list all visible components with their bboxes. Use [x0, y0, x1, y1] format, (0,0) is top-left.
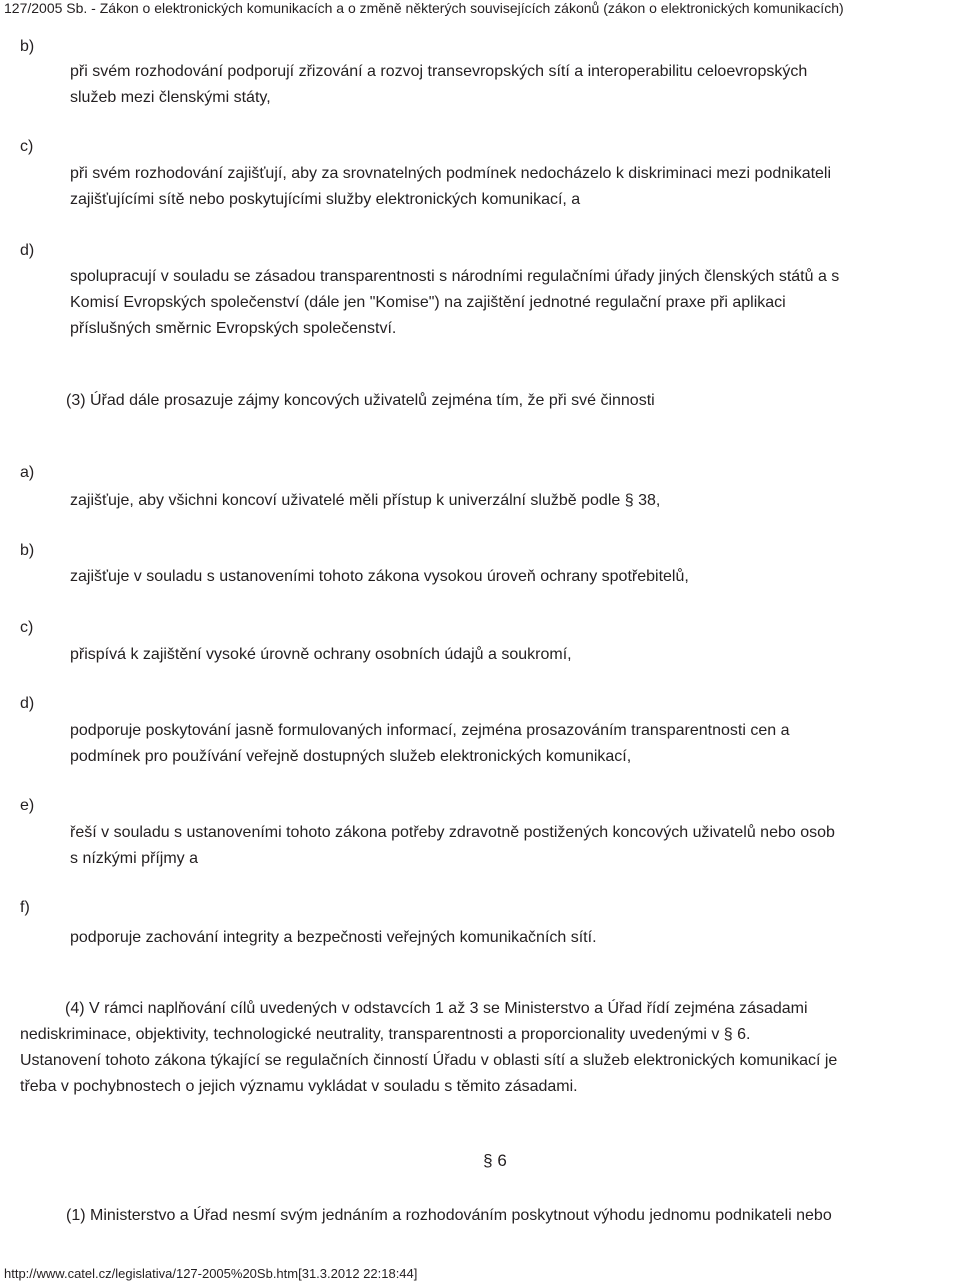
- text-line: podporuje zachování integrity a bezpečnosti veřejných komunikačních sítí.: [70, 929, 597, 946]
- text-line: podmínek pro používání veřejně dostupných služeb elektronických komunikací,: [70, 748, 632, 765]
- text-line: služeb mezi členskými státy,: [70, 89, 271, 106]
- list-item-text: [70, 564, 960, 590]
- text-line: (1) Ministerstvo a Úřad nesmí svým jednáním a rozhodováním poskytnout výhodu jednomu podnikateli nebo: [66, 1207, 832, 1224]
- text-line: přispívá k zajištění vysoké úrovně ochrany osobních údajů a soukromí,: [70, 646, 572, 663]
- list-item-label: c): [20, 138, 34, 155]
- section-6-paragraph-1: [66, 1203, 960, 1229]
- text-line: nediskriminace, objektivity, technologické neutrality, transparentnosti a proporcionality uvedenými v § 6.: [20, 1026, 751, 1043]
- text-line: příslušných směrnic Evropských společenství.: [70, 320, 397, 337]
- list-item-text: [70, 161, 960, 213]
- list-item-label: b): [20, 542, 35, 559]
- list-item-label: f): [20, 899, 30, 916]
- list-item-label: c): [20, 619, 34, 636]
- text-line: řeší v souladu s ustanoveními tohoto zákona potřeby zdravotně postižených koncových uživatelů nebo osob: [70, 824, 835, 841]
- text-line: spolupracují v souladu se zásadou transparentnosti s národními regulačními úřady jiných členských států a s: [70, 268, 840, 285]
- list-item-label: d): [20, 242, 35, 259]
- list-item-label: d): [20, 695, 35, 712]
- text-line: (4) V rámci naplňování cílů uvedených v odstavcích 1 až 3 se Ministerstvo a Úřad řídí zejména zásadami: [65, 1000, 808, 1017]
- text-line: zajišťuje, aby všichni koncoví uživatelé měli přístup k univerzální službě podle § 38,: [70, 492, 661, 509]
- list-item-label: a): [20, 464, 35, 481]
- list-item-text: [70, 264, 960, 342]
- list-item-text: [70, 488, 960, 514]
- text-line: při svém rozhodování podporují zřizování a rozvoj transevropských sítí a interoperabilitu celoevropských: [70, 63, 808, 80]
- page-footer-url: http://www.catel.cz/legislativa/127-2005%20Sb.htm[31.3.2012 22:18:44]: [4, 1266, 418, 1281]
- paragraph-3: (3) Úřad dále prosazuje zájmy koncových uživatelů zejména tím, že při své činnosti: [66, 392, 655, 409]
- text-line: zajišťuje v souladu s ustanoveními tohoto zákona vysokou úroveň ochrany spotřebitelů,: [70, 568, 689, 585]
- section-heading: § 6: [483, 1151, 507, 1170]
- list-item-text: [70, 642, 960, 668]
- paragraph-4: [20, 996, 960, 1100]
- list-item-text: [70, 925, 960, 951]
- text-line: třeba v pochybnostech o jejich významu vykládat v souladu s těmito zásadami.: [20, 1078, 578, 1095]
- text-line: s nízkými příjmy a: [70, 850, 199, 867]
- list-item-text: [70, 718, 960, 770]
- text-line: podporuje poskytování jasně formulovaných informací, zejména prosazováním transparentnosti cen a: [70, 722, 790, 739]
- text-line: Komisí Evropských společenství (dále jen "Komise") na zajištění jednotné regulační praxe při aplikaci: [70, 294, 786, 311]
- list-item-text: [70, 59, 960, 111]
- list-item-label: b): [20, 38, 35, 55]
- text-line: při svém rozhodování zajišťují, aby za srovnatelných podmínek nedocházelo k diskriminaci mezi podnikateli: [70, 165, 832, 182]
- text-line: zajišťujícími sítě nebo poskytujícími služby elektronických komunikací, a: [70, 191, 581, 208]
- list-item-label: e): [20, 797, 35, 814]
- list-item-text: [70, 820, 960, 872]
- text-line: Ustanovení tohoto zákona týkající se regulačních činností Úřadu v oblasti sítí a služeb elektronických komunikací je: [20, 1052, 838, 1069]
- page-header: 127/2005 Sb. - Zákon o elektronických komunikacích a o změně některých souvisejících zákonů (zákon o elektronických komunikacích): [4, 0, 844, 16]
